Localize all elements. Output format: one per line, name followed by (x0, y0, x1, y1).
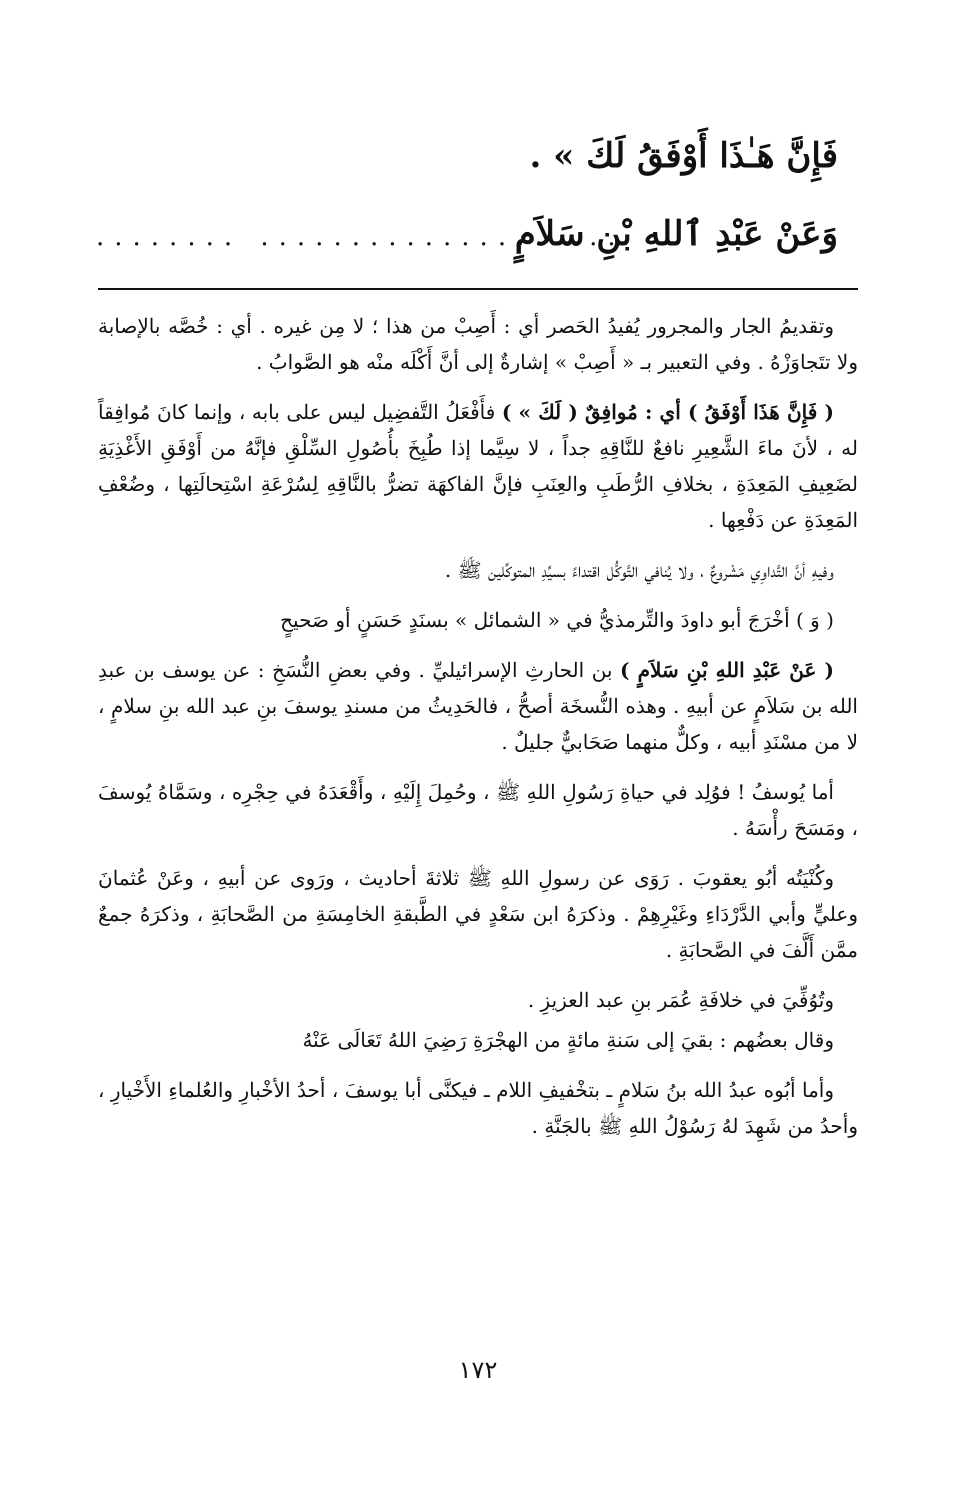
commentary-paragraph-3: وفيهِ أنَّ التَّداوِي مَشْروعٌ ، ولا يُنافي التَّوكُّل اقتداءً بسيِّدِ المتوكِّلين ﷺ . (444, 558, 834, 582)
quoted-term: ( فَإِنَّ هَذَا أَوْفَقُ ) أي : مُوافِقٌ ( لَكَ » ) (501, 400, 834, 424)
page-number: ١٧٢ (458, 1356, 498, 1384)
commentary-text: بن الحارثِ الإسرائيليِّ . وفي بعضِ النُّسَخِ : عن يوسف بن عبدِ الله بن سَلاَمٍ عن أبيهِ . وهذه النُّسخَة أصحُّ ، فالحَدِيثُ من مسندِ يوسفَ بنِ عبد الله بنِ سلامٍ ، لا من مسْنَدِ أبيه ، وكلٌّ منهما صَحَابيٌّ جليلٌ . (98, 658, 858, 754)
quoted-term: ( عَنْ عَبْدِ اللهِ بْنِ سَلاَمٍ ) (620, 658, 835, 682)
commentary-paragraph-2 (98, 394, 858, 538)
commentary-text: فأَفْعَلُ التَّفضِيل ليس على بابه ، وإنما كانَ مُوافِقاً له ، لأنَ ماءَ الشَّعِيرِ نافعٌ للنَّاقِهِ جداً ، لا سِيَّما إذا طُبِخَ بأُصُولِ السِّلْقِ فإنَّهُ من أَوْفَقِ الأَغْذِيَةِ لضَعِيفِ المَعِدَةِ ، بخلافِ الرُّطَبِ والعِنَبِ فإنَّ الفاكهَة تضرُّ بالنَّاقِهِ لِسُرْعَةِ اسْتِحالَتِها ، وضُعْفِ المَعِدَةِ عن دَفْعِها . (98, 400, 858, 532)
commentary-paragraph-10: وأما أبُوه عبدُ الله بنُ سَلامٍ ـ بتخْفيفِ اللام ـ فيكنَّى أبا يوسفَ ، أحدُ الأخْبارِ والعُلماءِ الأَخْيارِ ، وأحدُ من شَهِدَ لهُ رَسُوْلُ اللهِ ﷺ بالجَنَّةِ . (98, 1078, 858, 1138)
commentary-paragraph-8: وتُوُفِّيَ في خلافَةِ عُمَر بنِ عبد العزيزِ . (527, 988, 834, 1012)
matn-continuation-dots: ........ .................... (96, 222, 626, 252)
commentary-paragraph-7: وكُنْيَتُه أبُو يعقوبَ . رَوَى عن رسولِ اللهِ ﷺ ثلاثةَ أحاديث ، ورَوى عن أبيهِ ، وعَنْ عُثمانَ وعليٍّ وأبي الدَّرْدَاءِ وغَيْرِهِمْ . وذكرَهُ ابن سَعْدٍ في الطَّبقةِ الخامِسَةِ من الصَّحابَةِ ، وذكرَهُ جمعٌ ممَّن أَلَّفَ في الصَّحابَةِ . (98, 866, 858, 962)
commentary-paragraph-9: وقال بعضُهم : بقيَ إلى سَنةِ مائةٍ من الهجْرَةِ رَضِيَ اللهُ تَعَالَى عَنْهُ (302, 1028, 834, 1052)
commentary-paragraph-5 (98, 652, 858, 760)
matn-line-2: وَعَنْ عَبْدِ ٱللهِ بْنِ سَلاَمٍ (514, 214, 838, 254)
commentary-paragraph-4: ( وَ ) أخْرَجَ أبو داودَ والتِّرمذيُّ في « الشمائل » بسنَدٍ حَسَنٍ أو صَحيحٍ (280, 608, 834, 632)
matn-line-1: فَإِنَّ هَـٰذَا أَوْفَقُ لَكَ » . (529, 136, 838, 176)
commentary-paragraph-1: وتقديمُ الجار والمجرور يُفيدُ الحَصر أي : أَصِبْ من هذا ؛ لا مِن غيره . أي : خُصَّه بالإصابة ولا تتَجاوَزْهُ . وفي التعبير بـ « أَصِبْ » إشارةٌ إلى أنَّ أَكْلَه منْه هو الصَّوابُ . (98, 314, 858, 374)
commentary-paragraph-6: أما يُوسفُ ! فوُلِد في حياةِ رَسُولِ اللهِ ﷺ ، وحُمِلَ إِلَيْهِ ، وأَقْعَدَهُ في حِجْرِه ، وسَمَّاهُ يُوسفَ ، ومَسَحَ رأْسَهُ . (98, 780, 858, 840)
separator-rule (98, 288, 858, 290)
commentary-section (98, 308, 858, 1158)
